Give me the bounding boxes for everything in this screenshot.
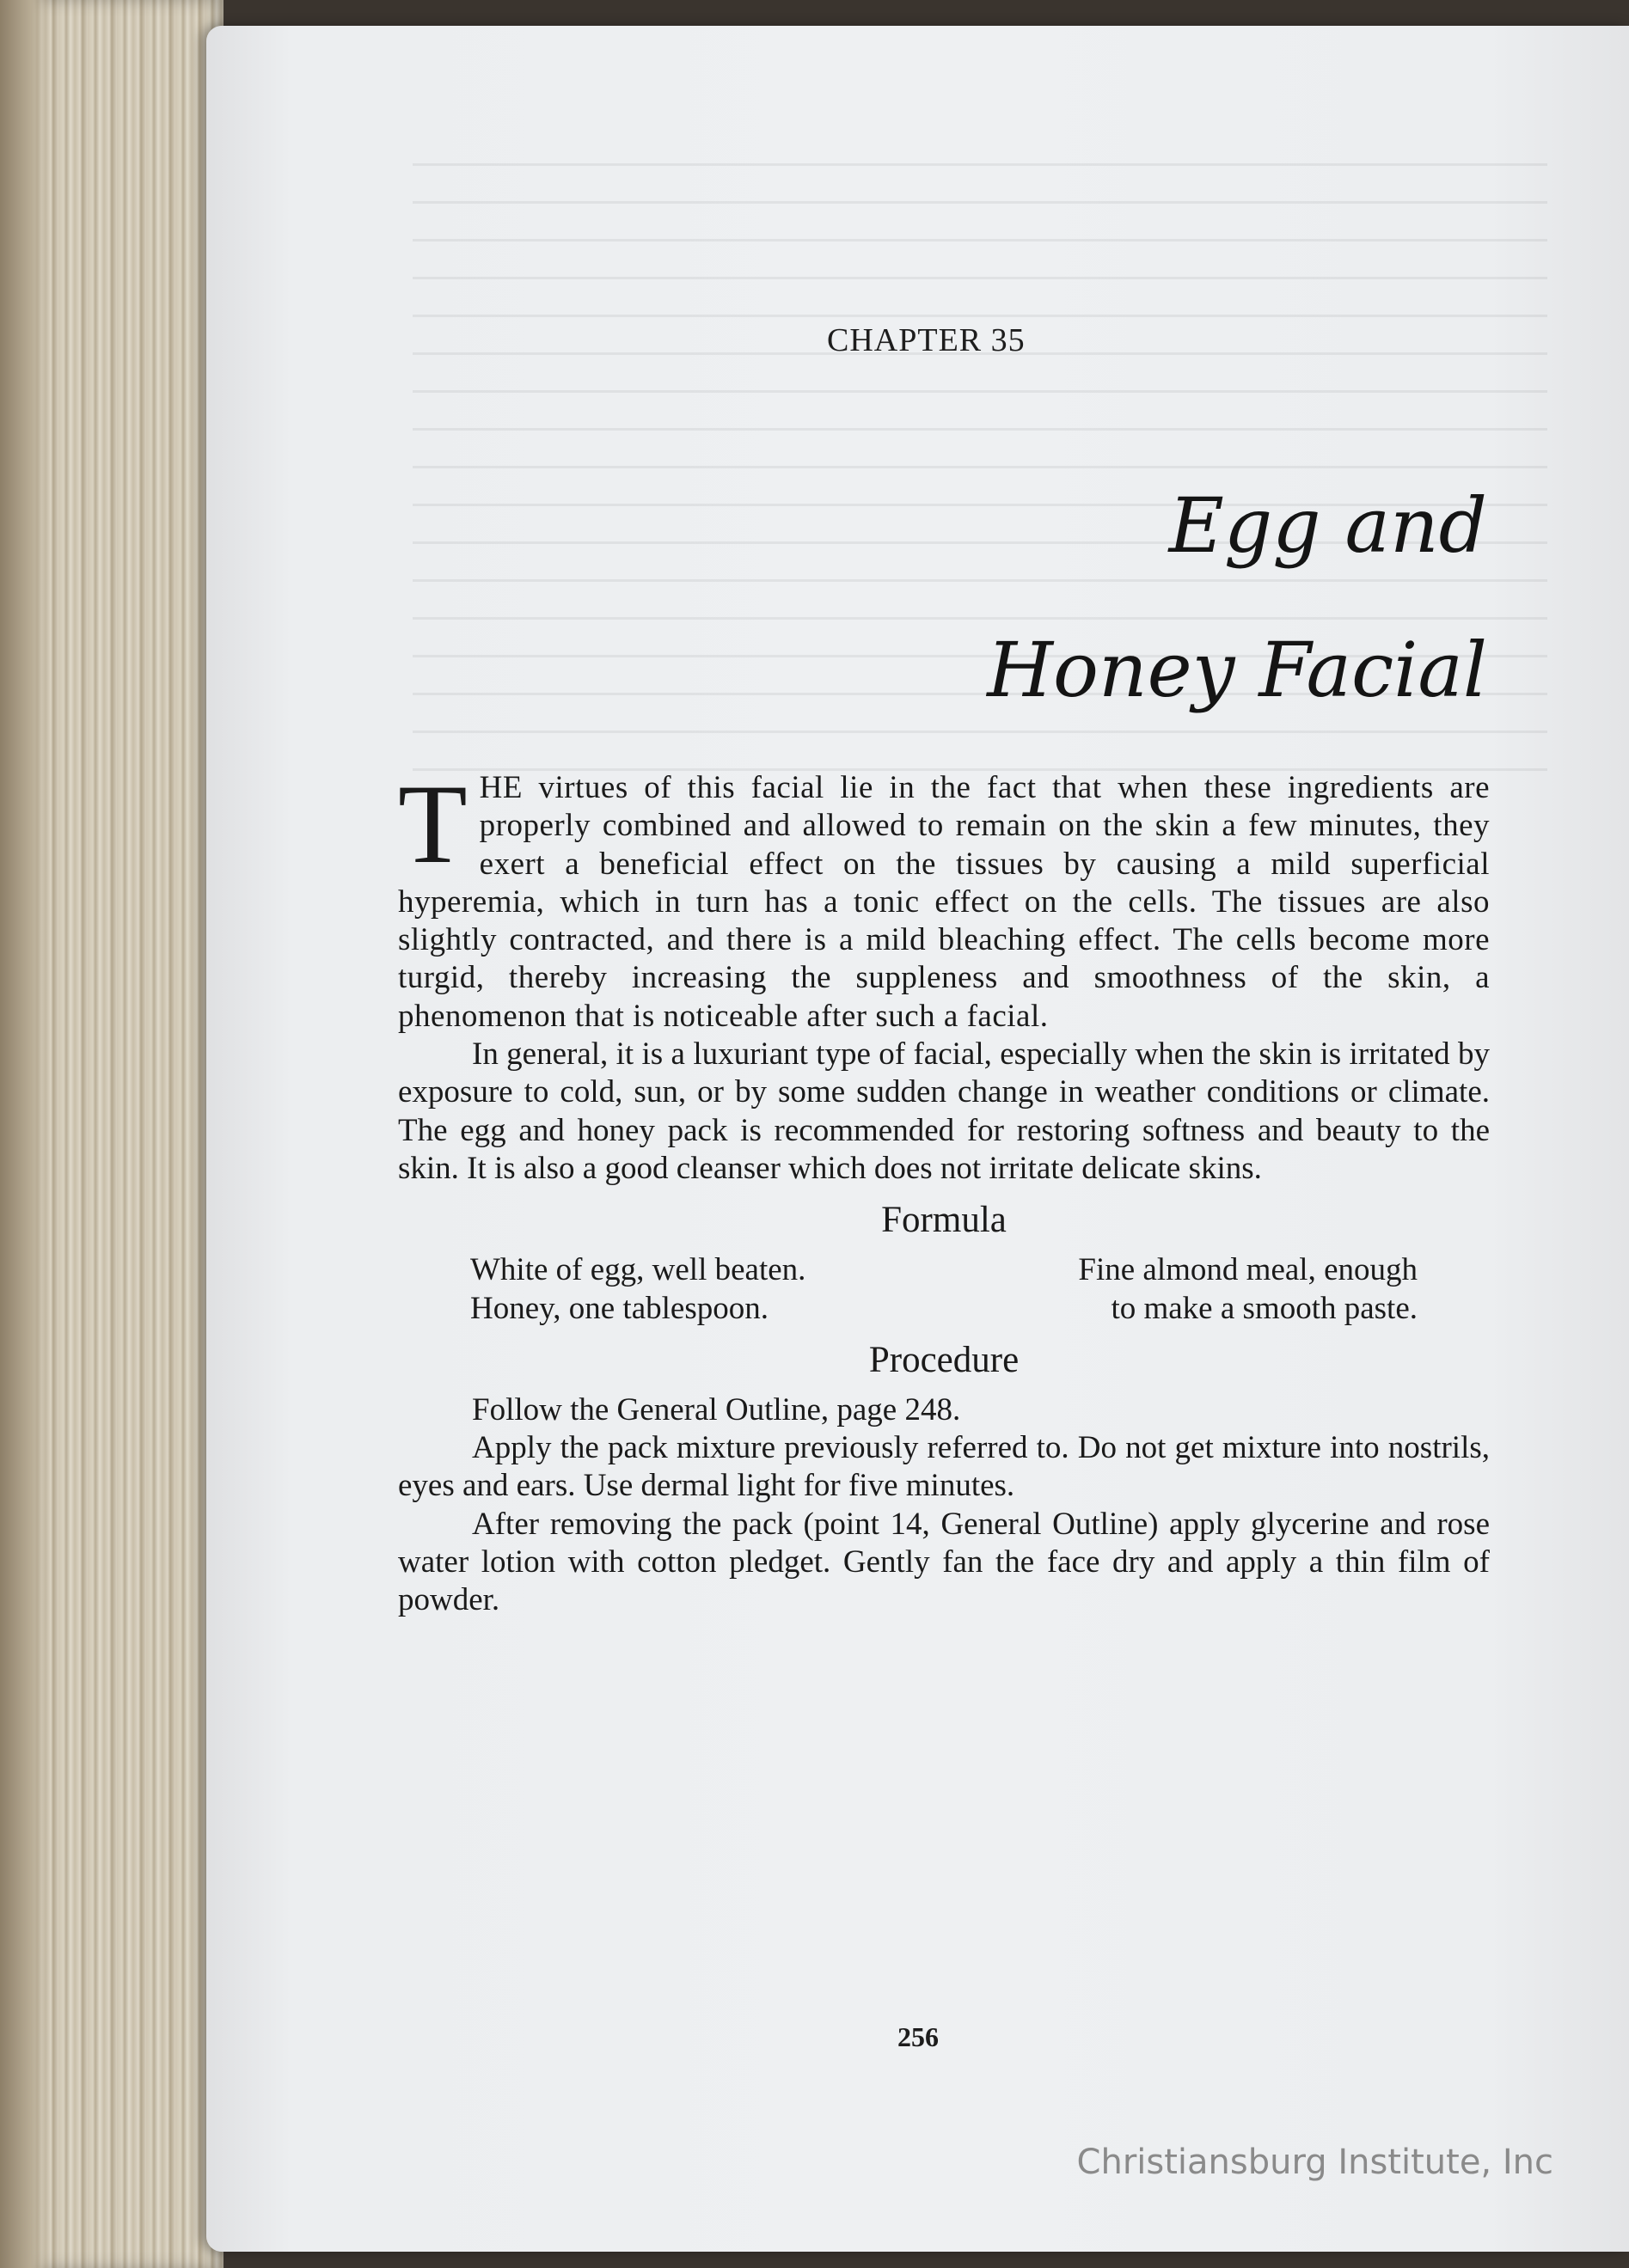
- procedure-step-3: After removing the pack (point 14, General Outline) apply glycerine and rose water lotion with cotton pledget. Gently fan the face dry and apply a thin film of powder.: [398, 1506, 1490, 1618]
- formula-heading: Formula: [881, 1200, 1007, 1241]
- procedure-step-1: Follow the General Outline, page 248.: [472, 1391, 961, 1427]
- formula-left-column: [470, 1251, 805, 1328]
- chapter-label: CHAPTER 35: [827, 322, 1026, 358]
- formula-list: [398, 1251, 1490, 1328]
- paragraph-general: In general, it is a luxuriant type of facial, especially when the skin is irritated by exposure to cold, sun, or by some sudden change in weather conditions or climate. The egg and honey pack is recommended for restoring softness and beauty to the skin. It is also a good cleanser which does not irritate delicate skins.: [398, 1036, 1490, 1186]
- chapter-title-line-1: Egg and: [1168, 481, 1487, 570]
- chapter-body: [398, 761, 1490, 1620]
- watermark-text: Christiansburg Institute, Inc: [1076, 2143, 1553, 2182]
- formula-item: White of egg, well beaten.: [470, 1252, 806, 1288]
- formula-item: Honey, one tablespoon.: [470, 1290, 769, 1326]
- formula-item: Fine almond meal, enough: [1078, 1252, 1418, 1288]
- paragraph-intro-text: HE virtues of this facial lie in the fact that when these ingredients are properly combined and allowed to remain on the skin a few minutes, they exert a beneficial effect on the tissues by causing a mild superficial hyperemia, which in turn has a tonic effect on the cells. The tissues are also slightly contracted, and there is a mild bleaching effect. The cells become more turgid, thereby increasing the suppleness and smoothness of the skin, a phenomenon that is noticeable after such a facial.: [398, 770, 1490, 1034]
- page-number: 256: [897, 2021, 939, 2052]
- chapter-title-line-2: Honey Facial: [987, 626, 1487, 714]
- procedure-heading: Procedure: [868, 1339, 1020, 1380]
- formula-item: to make a smooth paste.: [1111, 1290, 1418, 1326]
- drop-cap: T: [398, 761, 468, 887]
- book-page-edges: [0, 0, 224, 2268]
- procedure-step-2: Apply the pack mixture previously referred to. Do not get mixture into nostrils, eyes and ears. Use dermal light for five minutes.: [398, 1430, 1490, 1504]
- formula-right-column: [1078, 1251, 1418, 1328]
- paragraph-intro: [398, 761, 1490, 1036]
